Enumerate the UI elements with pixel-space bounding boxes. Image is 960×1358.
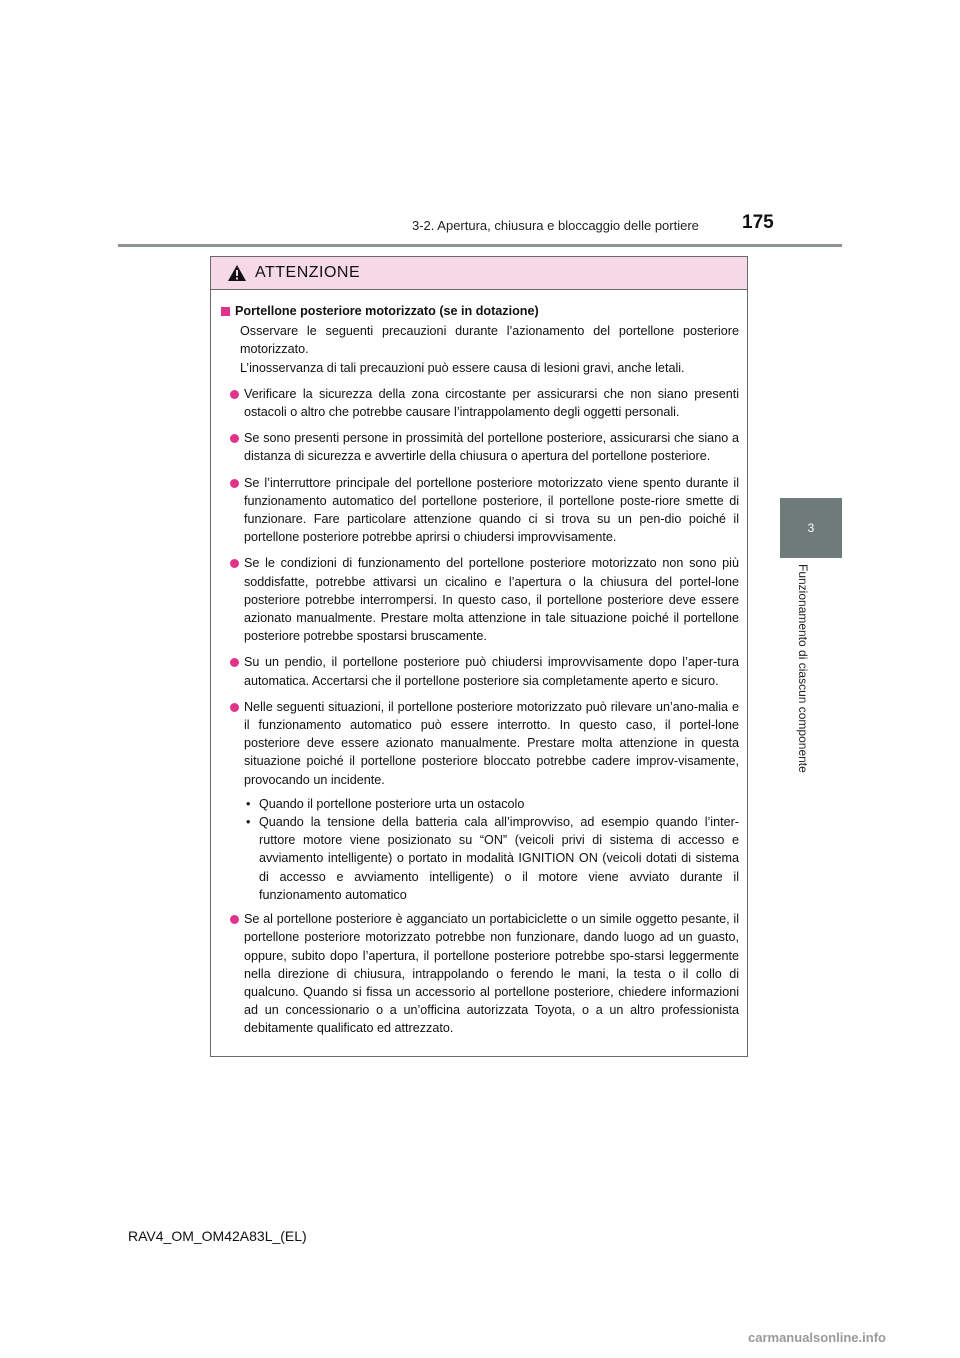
- list-item-text: Su un pendio, il portellone posteriore può chiudersi improvvisamente dopo l’aper-tura automatica. Accertarsi che il portellone posteriore sia completamente aperto e sicuro.: [244, 655, 739, 688]
- dot-bullet-icon: [230, 703, 239, 712]
- list-item: [221, 698, 739, 789]
- header-divider: [118, 244, 842, 247]
- section-title: [221, 302, 739, 320]
- list-item-text: Se l’interruttore principale del portellone posteriore motorizzato viene spento durante il funzionamento automatico del portellone posteriore, il portellone poste-riore smette di funzionare. Fare particolare attenzione quando ci si trova su un pen-dio poiché il portellone posteriore potrebbe aprirsi o chiudersi improvvisamente.: [244, 475, 739, 545]
- dot-bullet-icon: [230, 434, 239, 443]
- list-item-text: Se le condizioni di funzionamento del portellone posteriore motorizzato non sono più soddisfatte, potrebbe attivarsi un cicalino e l’apertura o la chiusura del portel-lone posteriore potrebbe interrompersi. In questo caso, il portellone posteriore deve essere azionato manualmente. Prestare molta attenzione in tale situazione poiché il portellone posteriore potrebbe spostarsi bruscamente.: [244, 556, 739, 644]
- intro-line: Osservare le seguenti precauzioni durante l’azionamento del portellone posteriore motorizzato.: [240, 324, 739, 357]
- page-number: 175: [742, 212, 774, 233]
- square-bullet-icon: [221, 307, 230, 316]
- list-item: [221, 429, 739, 465]
- intro-text: [221, 322, 739, 377]
- dot-bullet-icon: [230, 559, 239, 568]
- section-heading: 3-2. Apertura, chiusura e bloccaggio delle portiere: [412, 218, 699, 233]
- sub-list-item-text: Quando la tensione della batteria cala all’improvviso, ad esempio quando l’inter-ruttore motore viene posizionato su “ON” (veicoli privi di sistema di accesso e avviamento intelligente) o portato in modalità IGNITION ON (veicoli dotati di sistema di accesso e avviamento intelligente) o il motore viene avviato durante il funzionamento automatico: [259, 815, 739, 902]
- dot-bullet-icon: [230, 390, 239, 399]
- list-item-text: Nelle seguenti situazioni, il portellone posteriore motorizzato può rilevare un’ano-malia e il funzionamento automatico può essere interrotto. In questo caso, il portel-lone posteriore deve essere azionato manualmente. Prestare molta attenzione in questa situazione poiché il portellone posteriore bloccato potrebbe cadere improv-visamente, provocando un incidente.: [244, 699, 739, 787]
- sub-bullet: •: [246, 796, 251, 811]
- warning-header: [211, 257, 747, 290]
- list-item-text: Verificare la sicurezza della zona circostante per assicurarsi che non siano presenti ostacoli o altro che potrebbe causare l’intrappolamento degli oggetti personali.: [244, 386, 739, 420]
- dot-bullet-icon: [230, 915, 239, 924]
- list-item: [221, 474, 739, 547]
- sub-list-item: [244, 813, 739, 904]
- warning-triangle-icon: [227, 264, 247, 282]
- chapter-tab: [780, 498, 842, 558]
- list-item-text: Se sono presenti persone in prossimità del portellone posteriore, assicurarsi che siano a distanza di sicurezza e avvertirle della chiusura o apertura del portellone posteriore.: [244, 431, 739, 464]
- chapter-number: 3: [807, 521, 815, 535]
- warning-box: [210, 256, 748, 1057]
- sub-list-item: [244, 795, 739, 813]
- intro-line: L’inosservanza di tali precauzioni può essere causa di lesioni gravi, anche letali.: [240, 360, 685, 375]
- chapter-title: Funzionamento di ciascun componente: [796, 564, 810, 773]
- list-item: [221, 385, 739, 421]
- sub-list: [221, 795, 739, 904]
- list-item: [221, 554, 739, 645]
- dot-bullet-icon: [230, 479, 239, 488]
- sub-bullet: •: [246, 815, 251, 830]
- warning-body: [211, 290, 747, 1038]
- list-item: [221, 653, 739, 689]
- warning-title: ATTENZIONE: [255, 264, 361, 281]
- section-title-text: Portellone posteriore motorizzato (se in dotazione): [235, 304, 539, 318]
- footer-manual-code: RAV4_OM_OM42A83L_(EL): [128, 1228, 307, 1244]
- watermark: carmanualsonline.info: [748, 1330, 886, 1345]
- list-item-text: Se al portellone posteriore è agganciato un portabiciclette o un simile oggetto pesante, il portellone posteriore motorizzato potrebbe non funzionare, dando luogo ad un guasto, oppure, subito dopo l’apertura, il portellone posteriore potrebbe spo-starsi leggermente nella direzione di chiusura, intrappolando o ferendo le mani, la testa o il collo di qualcuno. Quando si fissa un accessorio al portellone posteriore, chiedere informazioni ad un concessionario o a un’officina autorizzata Toyota, o a un altro professionista debitamente qualificato ed attrezzato.: [244, 912, 739, 1036]
- sub-list-item-text: Quando il portellone posteriore urta un ostacolo: [259, 796, 525, 811]
- list-item: [221, 910, 739, 1037]
- dot-bullet-icon: [230, 658, 239, 667]
